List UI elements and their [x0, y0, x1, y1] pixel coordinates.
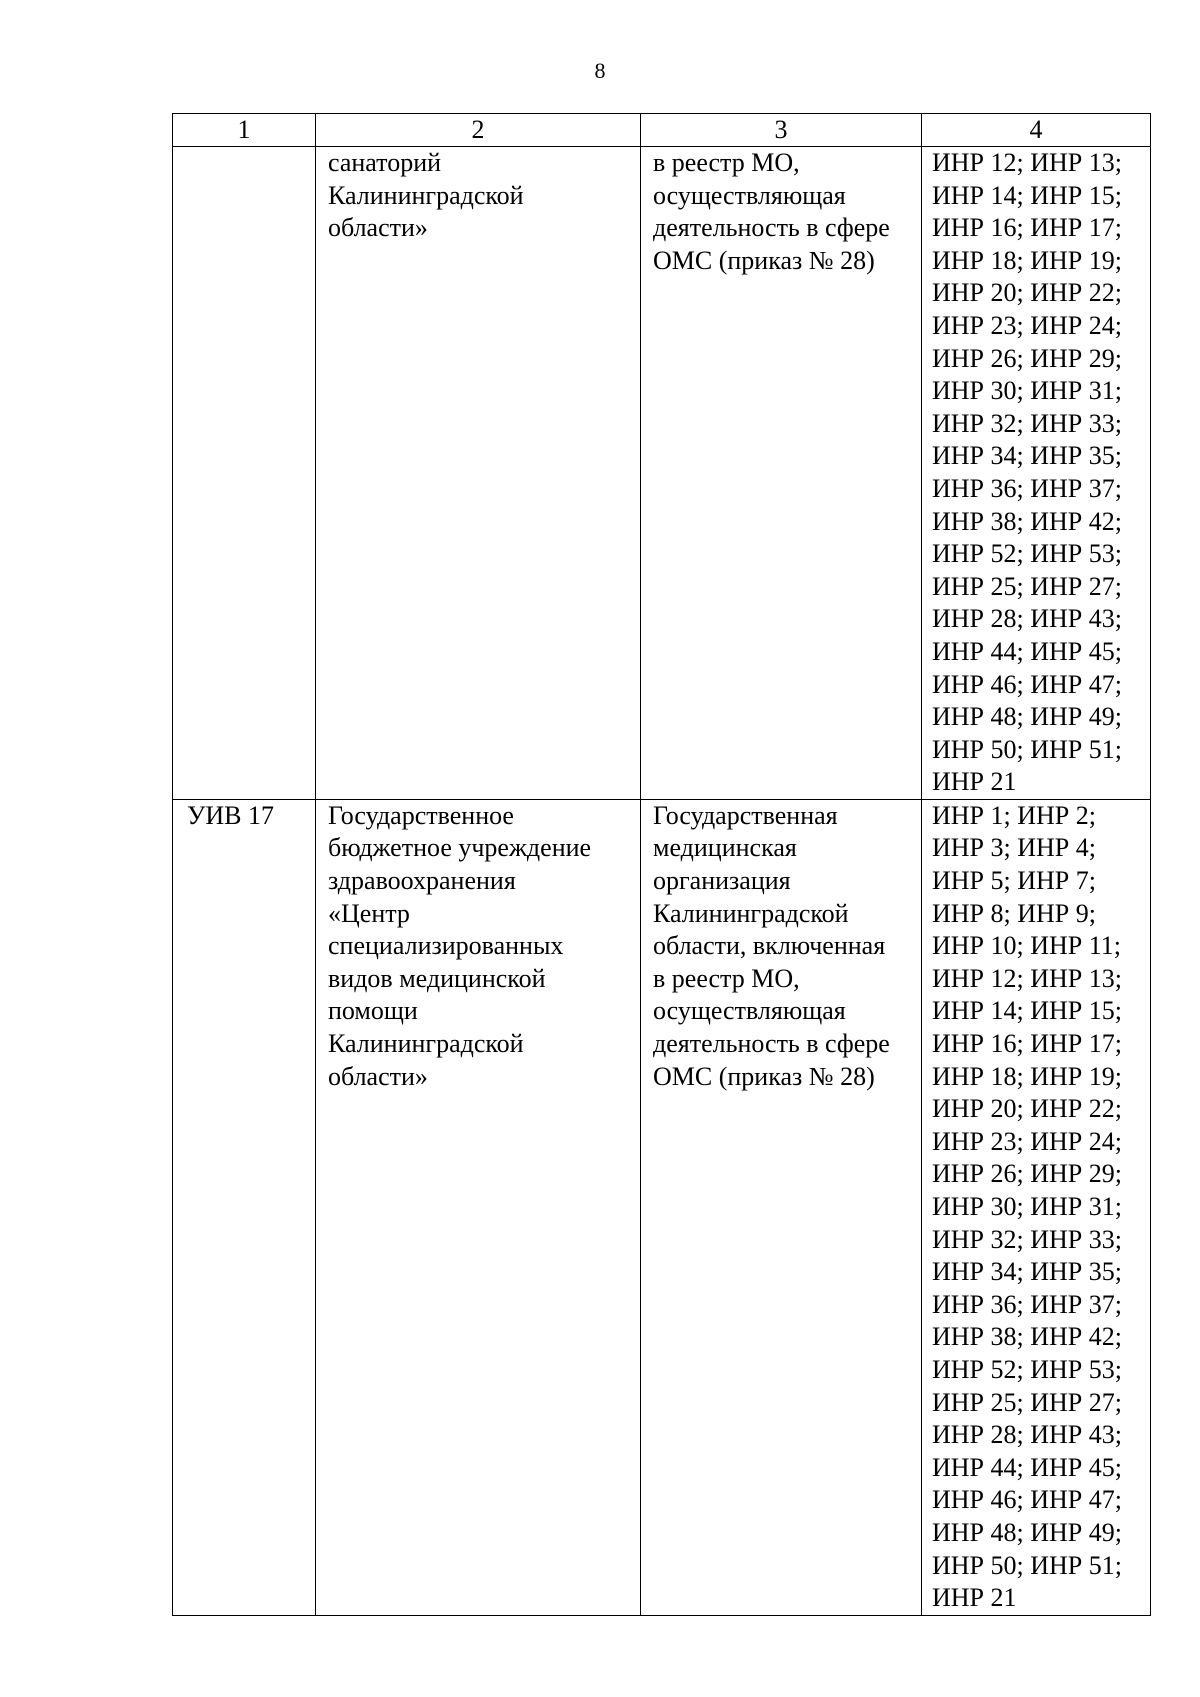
organization-name-cell: Государственное бюджетное учреждение здравоохранения «Центр специализированных видов медицинской помощи Калининградской области» [316, 799, 641, 1615]
organization-name-cell: санаторий Калининградской области» [316, 147, 641, 800]
header-cell-3: 3 [641, 114, 922, 147]
table-row [173, 799, 1151, 1615]
organization-type-cell: Государственная медицинская организация Калининградской области, включенная в реестр МО, осуществляющая деятельность в сфере ОМС (приказ № 28) [641, 799, 922, 1615]
page-number: 8 [594, 58, 606, 83]
row-code-cell [173, 147, 316, 800]
header-row [173, 114, 1151, 147]
table-row [173, 147, 1151, 800]
header-cell-4: 4 [922, 114, 1151, 147]
indicator-list-cell: ИНР 12; ИНР 13; ИНР 14; ИНР 15; ИНР 16; ИНР 17; ИНР 18; ИНР 19; ИНР 20; ИНР 22; ИНР 23; ИНР 24; ИНР 26; ИНР 29; ИНР 30; ИНР 31; ИНР 32; ИНР 33; ИНР 34; ИНР 35; ИНР 36; ИНР 37; ИНР 38; ИНР 42; ИНР 52; ИНР 53; ИНР 25; ИНР 27; ИНР 28; ИНР 43; ИНР 44; ИНР 45; ИНР 46; ИНР 47; ИНР 48; ИНР 49; ИНР 50; ИНР 51; ИНР 21 [922, 147, 1151, 800]
indicator-list-cell: ИНР 1; ИНР 2; ИНР 3; ИНР 4; ИНР 5; ИНР 7; ИНР 8; ИНР 9; ИНР 10; ИНР 11; ИНР 12; ИНР 13; ИНР 14; ИНР 15; ИНР 16; ИНР 17; ИНР 18; ИНР 19; ИНР 20; ИНР 22; ИНР 23; ИНР 24; ИНР 26; ИНР 29; ИНР 30; ИНР 31; ИНР 32; ИНР 33; ИНР 34; ИНР 35; ИНР 36; ИНР 37; ИНР 38; ИНР 42; ИНР 52; ИНР 53; ИНР 25; ИНР 27; ИНР 28; ИНР 43; ИНР 44; ИНР 45; ИНР 46; ИНР 47; ИНР 48; ИНР 49; ИНР 50; ИНР 51; ИНР 21 [922, 799, 1151, 1615]
organization-type-cell: в реестр МО, осуществляющая деятельность в сфере ОМС (приказ № 28) [641, 147, 922, 800]
document-table [172, 113, 1151, 1616]
row-code-cell: УИВ 17 [173, 799, 316, 1615]
header-cell-2: 2 [316, 114, 641, 147]
header-cell-1: 1 [173, 114, 316, 147]
